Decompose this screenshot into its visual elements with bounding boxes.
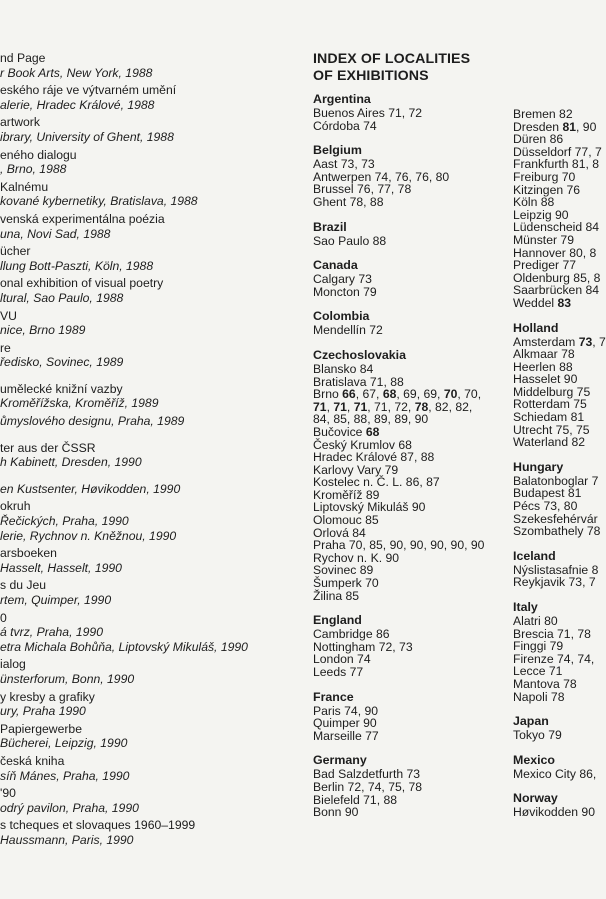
- exhibition-title: ücher: [0, 244, 31, 259]
- exhibition-title: re: [0, 340, 11, 355]
- exhibition-venue: á tvrz, Praha, 1990: [0, 625, 103, 640]
- bold-year: 66: [342, 387, 356, 402]
- exhibition-title: venská experimentálna poézia: [0, 211, 165, 226]
- locality-text: Bučovice: [313, 424, 366, 439]
- exhibition-entry: [0, 499, 298, 543]
- locality-text: Kroměříž 89: [313, 487, 380, 502]
- index-title-line: OF EXHIBITIONS: [313, 67, 429, 84]
- exhibition-venue: en Kustsenter, Høvikodden, 1990: [0, 481, 181, 496]
- locality-text: Hasselet 90: [513, 372, 578, 387]
- locality-text: , 82, 82,: [428, 399, 473, 414]
- locality-text: Blansko 84: [313, 361, 374, 376]
- locality-entry: [513, 691, 600, 704]
- exhibition-entry: [0, 754, 298, 783]
- locality-text: 84, 85, 88, 89, 89, 90: [313, 412, 429, 427]
- exhibition-entry: [0, 382, 298, 411]
- bold-year: 83: [557, 295, 572, 310]
- exhibition-title: '90: [0, 786, 16, 801]
- exhibition-venue: llung Bott-Paszti, Köln, 1988: [0, 258, 154, 273]
- locality-text: Amsterdam: [513, 334, 579, 349]
- locality-entry: [513, 576, 600, 589]
- locality-text: Szekesfehérvár: [513, 511, 598, 526]
- bold-year: 70: [443, 387, 458, 402]
- exhibition-venue: Bücherei, Leipzig, 1990: [0, 736, 128, 751]
- locality-entry: [313, 120, 511, 133]
- locality-text: Žilina 85: [313, 588, 360, 603]
- locality-entry: [313, 590, 511, 603]
- bold-year: 81: [562, 119, 577, 134]
- locality-text: Buenos Aires 71, 72: [313, 106, 423, 120]
- locality-text: Dresden: [513, 119, 563, 134]
- exhibition-entry: [0, 115, 298, 144]
- exhibition-title: Kalnému: [0, 179, 49, 194]
- locality-text: Aast 73, 73: [313, 157, 375, 172]
- exhibition-entry: [0, 309, 298, 338]
- exhibition-venue: odrý pavilon, Praha, 1990: [0, 800, 139, 815]
- locality-text: Middelburg 75: [513, 384, 591, 399]
- exhibition-entry: [0, 244, 298, 273]
- locality-text: Liptovský Mikuláš 90: [313, 500, 426, 515]
- exhibition-title: ter aus der ČSSR: [0, 440, 96, 455]
- locality-text: Finggi 79: [513, 639, 564, 654]
- country-heading: Brazil: [313, 219, 347, 234]
- country-heading: Argentina: [313, 92, 371, 106]
- exhibition-list: [0, 51, 298, 848]
- locality-text: Lecce 71: [513, 664, 563, 679]
- locality-text: Kostelec n. Č. L. 86, 87: [313, 475, 440, 490]
- country-heading: Hungary: [513, 459, 564, 474]
- exhibition-title: arsboeken: [0, 546, 57, 561]
- exhibition-title: Papiergewerbe: [0, 721, 82, 736]
- locality-text: ,: [326, 399, 334, 414]
- locality-text: Pécs 73, 80: [513, 499, 578, 514]
- locality-text: Calgary 73: [313, 272, 372, 287]
- exhibition-venue: kované kybernetiky, Bratislava, 1988: [0, 194, 198, 209]
- locality-text: Düren 86: [513, 132, 564, 147]
- exhibition-title: okruh: [0, 499, 31, 514]
- locality-text: Mantova 78: [513, 676, 577, 691]
- locality-text: Nottingham 72, 73: [313, 639, 413, 654]
- locality-text: Quimper 90: [313, 716, 377, 731]
- exhibition-venue: Řečických, Praha, 1990: [0, 514, 129, 529]
- exhibition-venue: alerie, Hradec Králové, 1988: [0, 97, 155, 112]
- exhibition-venue: etra Michala Bohůňa, Liptovský Mikuláš, 1990: [0, 639, 248, 654]
- exhibition-venue: síň Mánes, Praha, 1990: [0, 768, 130, 783]
- exhibition-title: s du Jeu: [0, 578, 47, 593]
- locality-text: Ghent 78, 88: [313, 194, 384, 209]
- exhibition-entry: [0, 276, 298, 305]
- exhibition-entry: [0, 482, 298, 497]
- exhibition-venue: Haussmann, Paris, 1990: [0, 832, 134, 847]
- locality-text: Köln 88: [513, 195, 555, 210]
- bold-year: 71: [333, 399, 347, 414]
- locality-entry: [513, 768, 600, 781]
- exhibition-entry: [0, 414, 298, 429]
- locality-text: Nýslistasafnie 8: [513, 562, 599, 577]
- locality-entry: [513, 729, 600, 742]
- locality-text: Antwerpen 74, 76, 76, 80: [313, 169, 450, 184]
- exhibition-entry: [0, 180, 298, 209]
- locality-text: Saarbrücken 84: [513, 283, 600, 298]
- locality-text: , 7: [592, 334, 606, 349]
- exhibition-title: ialog: [0, 657, 26, 672]
- index-title: [313, 51, 603, 84]
- locality-entry: [513, 297, 600, 310]
- locality-text: Balatonboglar 7: [513, 473, 599, 488]
- locality-text: Olomouc 85: [313, 513, 379, 528]
- locality-text: Berlin 72, 74, 75, 78: [313, 779, 423, 794]
- exhibition-title: eného dialogu: [0, 147, 77, 162]
- locality-text: Prediger 77: [513, 258, 577, 273]
- country-heading: France: [313, 689, 354, 704]
- locality-text: Frankfurth 81, 8: [513, 157, 600, 172]
- locality-text: Marseille 77: [313, 728, 379, 743]
- locality-text: Freiburg 70: [513, 169, 576, 184]
- exhibition-entry: [0, 818, 298, 847]
- locality-text: Brescia 71, 78: [513, 626, 591, 641]
- locality-text: , 90: [576, 119, 597, 134]
- locality-text: Oldenburg 85, 8: [513, 270, 601, 285]
- locality-text: Schiedam 81: [513, 410, 585, 425]
- locality-text: Cambridge 86: [313, 627, 390, 642]
- locality-text: Alkmaar 78: [513, 347, 575, 362]
- country-heading: Czechoslovakia: [313, 347, 406, 362]
- exhibition-title: umělecké knižní vazby: [0, 381, 123, 396]
- locality-text: Hannover 80, 8: [513, 245, 597, 260]
- locality-entry: [513, 806, 600, 819]
- country-heading: England: [313, 613, 362, 628]
- exhibition-entry: [0, 83, 298, 112]
- exhibition-title: nd Page: [0, 51, 46, 65]
- bold-year: 78: [414, 399, 429, 414]
- country-heading: Colombia: [313, 309, 370, 324]
- exhibition-venue: r Book Arts, New York, 1988: [0, 65, 153, 80]
- exhibition-venue: , Brno, 1988: [0, 162, 67, 177]
- locality-text: Düsseldorf 77, 7: [513, 144, 602, 159]
- locality-text: Napoli 78: [513, 689, 565, 704]
- locality-text: Karlovy Vary 79: [313, 462, 399, 477]
- locality-text: Praha 70, 85, 90, 90, 90, 90, 90: [313, 538, 485, 553]
- locality-text: Reykjavik 73, 7: [513, 575, 596, 590]
- locality-entry: [513, 436, 600, 449]
- locality-text: Sao Paulo 88: [313, 233, 387, 248]
- locality-text: Bielefeld 71, 88: [313, 792, 398, 807]
- locality-text: Mexico City 86,: [513, 766, 597, 781]
- locality-text: Brussel 76, 77, 78: [313, 182, 412, 197]
- exhibition-entry: [0, 341, 298, 370]
- exhibition-venue: lerie, Rychnov n. Kněžnou, 1990: [0, 528, 177, 543]
- exhibition-venue: ředisko, Sovinec, 1989: [0, 355, 124, 370]
- exhibition-title: česká kniha: [0, 753, 65, 768]
- exhibition-title: y kresby a grafiky: [0, 689, 95, 704]
- locality-text: Szombathely 78: [513, 524, 601, 539]
- locality-text: Kitzingen 76: [513, 182, 581, 197]
- exhibition-venue: ibrary, University of Ghent, 1988: [0, 129, 174, 144]
- locality-text: Paris 74, 90: [313, 703, 379, 718]
- country-heading: Italy: [513, 600, 538, 614]
- exhibition-venue: nice, Brno 1989: [0, 323, 86, 338]
- locality-text: Córdoba 74: [313, 118, 377, 133]
- bold-year: 73: [578, 334, 593, 349]
- locality-entry: [313, 235, 511, 248]
- locality-text: Český Krumlov 68: [313, 437, 412, 452]
- locality-text: Orlová 84: [313, 525, 366, 540]
- locality-text: Rotterdam 75: [513, 397, 587, 412]
- exhibition-venue: una, Novi Sad, 1988: [0, 226, 111, 241]
- locality-text: Moncton 79: [313, 284, 377, 299]
- exhibition-title: s tcheques et slovaques 1960–1999: [0, 818, 196, 833]
- locality-text: Sovinec 89: [313, 563, 374, 578]
- exhibition-title: 0: [0, 610, 7, 625]
- exhibition-venue: Hasselt, Hasselt, 1990: [0, 560, 122, 575]
- exhibition-entry: [0, 546, 298, 575]
- locality-entry: [313, 730, 511, 743]
- exhibition-entry: [0, 786, 298, 815]
- exhibition-venue: Kroměřížska, Kroměříž, 1989: [0, 396, 159, 411]
- country-heading: Norway: [513, 791, 558, 806]
- locality-text: Leeds 77: [313, 665, 364, 679]
- country-heading: Mexico: [513, 752, 556, 767]
- locality-index-column-1: [313, 92, 511, 819]
- index-title-line: INDEX OF LOCALITIES: [313, 51, 471, 67]
- locality-text: Lüdenscheid 84: [513, 220, 600, 235]
- locality-text: Mendellín 72: [313, 323, 383, 338]
- country-heading: Iceland: [513, 548, 556, 563]
- locality-text: Utrecht 75, 75: [513, 422, 590, 437]
- bold-year: 68: [382, 387, 397, 402]
- exhibition-entry: [0, 657, 298, 686]
- exhibition-entry: [0, 578, 298, 607]
- locality-text: Hradec Králové 87, 88: [313, 450, 435, 465]
- locality-text: Bremen 82: [513, 107, 573, 121]
- locality-text: , 70,: [457, 387, 482, 402]
- locality-text: Leipzig 90: [513, 207, 569, 222]
- locality-text: Brno: [313, 387, 343, 402]
- exhibition-entry: [0, 690, 298, 719]
- locality-text: Heerlen 88: [513, 359, 573, 374]
- locality-entry: [313, 286, 511, 299]
- exhibition-entry: [0, 51, 298, 80]
- exhibition-title: artwork: [0, 115, 40, 130]
- exhibition-entry: [0, 212, 298, 241]
- locality-entry: [313, 666, 511, 679]
- locality-text: Waterland 82: [513, 435, 586, 450]
- exhibition-entry: [0, 611, 298, 655]
- exhibition-entry: [0, 722, 298, 751]
- exhibition-venue: h Kabinett, Dresden, 1990: [0, 455, 142, 470]
- exhibition-entry: [0, 441, 298, 470]
- locality-text: Rychov n. K. 90: [313, 550, 400, 565]
- exhibition-venue: ury, Praha 1990: [0, 704, 86, 719]
- locality-entry: [313, 324, 511, 337]
- exhibition-venue: ůmyslového designu, Praha, 1989: [0, 414, 185, 429]
- locality-index-column-2: [513, 107, 606, 820]
- locality-text: Firenze 74, 74,: [513, 651, 595, 666]
- country-heading: Canada: [313, 258, 358, 273]
- exhibition-title: onal exhibition of visual poetry: [0, 276, 164, 291]
- locality-text: ,: [346, 399, 354, 414]
- country-heading: Holland: [513, 320, 559, 335]
- country-heading: Japan: [513, 714, 549, 729]
- locality-text: Tokyo 79: [513, 728, 562, 743]
- exhibition-title: VU: [0, 308, 17, 323]
- locality-text: , 71, 72,: [367, 399, 415, 414]
- bold-year: 71: [313, 399, 327, 414]
- locality-text: Alatri 80: [513, 614, 558, 628]
- exhibition-title: eského ráje ve výtvarném umění: [0, 83, 177, 98]
- exhibition-venue: ünsterforum, Bonn, 1990: [0, 671, 135, 686]
- exhibition-venue: ltural, Sao Paulo, 1988: [0, 290, 124, 305]
- country-heading: Belgium: [313, 143, 362, 158]
- locality-text: Münster 79: [513, 232, 574, 247]
- locality-entry: [513, 525, 600, 538]
- bold-year: 68: [365, 424, 380, 439]
- exhibition-entry: [0, 148, 298, 177]
- exhibition-venue: rtem, Quimper, 1990: [0, 593, 112, 607]
- locality-entry: [313, 806, 511, 819]
- locality-text: , 67,: [355, 387, 383, 402]
- bold-year: 71: [353, 399, 368, 414]
- locality-text: Bad Salzdetfurth 73: [313, 767, 421, 782]
- locality-entry: [313, 196, 511, 209]
- locality-text: Weddel: [513, 295, 558, 310]
- locality-text: Budapest 81: [513, 486, 582, 501]
- locality-text: , 69, 69,: [396, 387, 444, 402]
- country-heading: Germany: [313, 753, 367, 768]
- locality-text: Bonn 90: [313, 805, 359, 820]
- locality-text: London 74: [313, 652, 371, 667]
- locality-text: Høvikodden 90: [513, 805, 595, 820]
- locality-text: Bratislava 71, 88: [313, 374, 404, 389]
- locality-text: Šumperk 70: [313, 576, 379, 591]
